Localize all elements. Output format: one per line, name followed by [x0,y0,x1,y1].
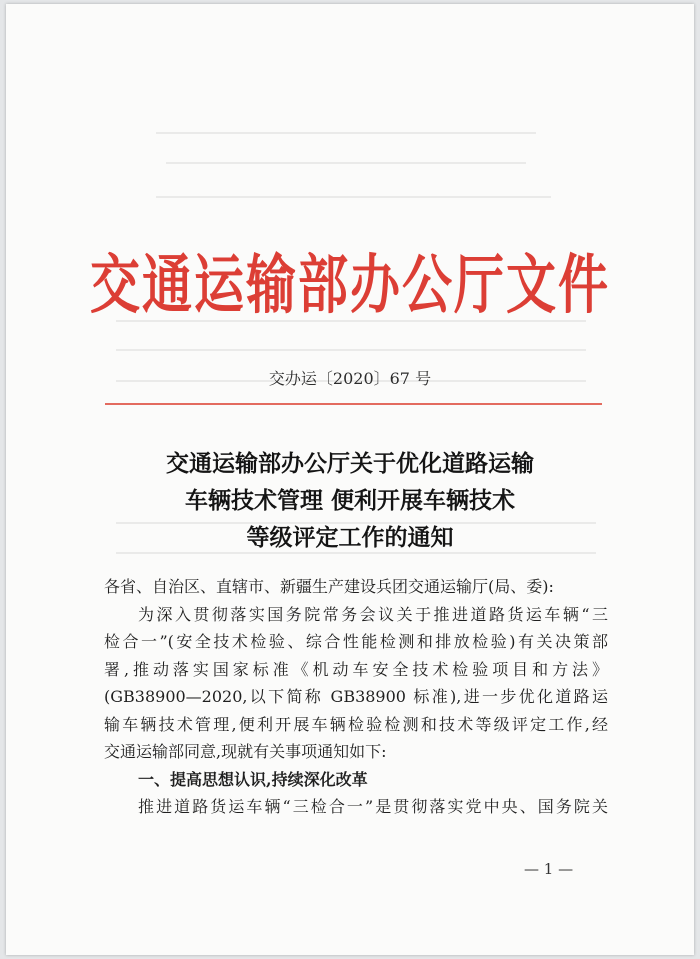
red-divider-rule [105,403,602,405]
paragraph-line: 为深入贯彻落实国务院常务会议关于推进道路货运车辆“三 [138,604,608,624]
paragraph-line: 交通运输部同意,现就有关事项通知如下: [104,742,387,761]
document-title [6,445,694,556]
bleed-through-line [156,196,551,198]
bleed-through-line [166,162,526,164]
paragraph-line: 推进道路货运车辆“三检合一”是贯彻落实党中央、国务院关 [138,797,608,816]
paragraph-line: 输车辆技术管理,便利开展车辆检验检测和技术等级评定工作,经 [104,714,608,734]
issuer-header: 交通运输部办公厅文件 [90,246,610,323]
document-number: 交办运〔2020〕67 号 [268,369,432,388]
title-line: 车辆技术管理 便利开展车辆技术 [184,487,515,514]
page-number: — 1 — [524,860,574,878]
recipient-line: 各省、自治区、直辖市、新疆生产建设兵团交通运输厅(局、委): [104,577,554,596]
title-line: 交通运输部办公厅关于优化道路运输 [166,450,534,477]
paragraph-line: 署,推动落实国家标准《机动车安全技术检验项目和方法》 [104,659,608,679]
section-heading: 一、提高思想认识,持续深化改革 [138,769,368,789]
document-body [104,573,608,821]
paragraph-line: (GB38900—2020,以下简称 GB38900 标准),进一步优化道路运 [104,687,608,706]
bleed-through-line [116,349,586,351]
paragraph-line: 检合一”(安全技术检验、综合性能检测和排放检验)有关决策部 [104,632,608,651]
bleed-through-line [156,132,536,134]
document-page [6,4,694,955]
title-line: 等级评定工作的通知 [246,524,454,551]
